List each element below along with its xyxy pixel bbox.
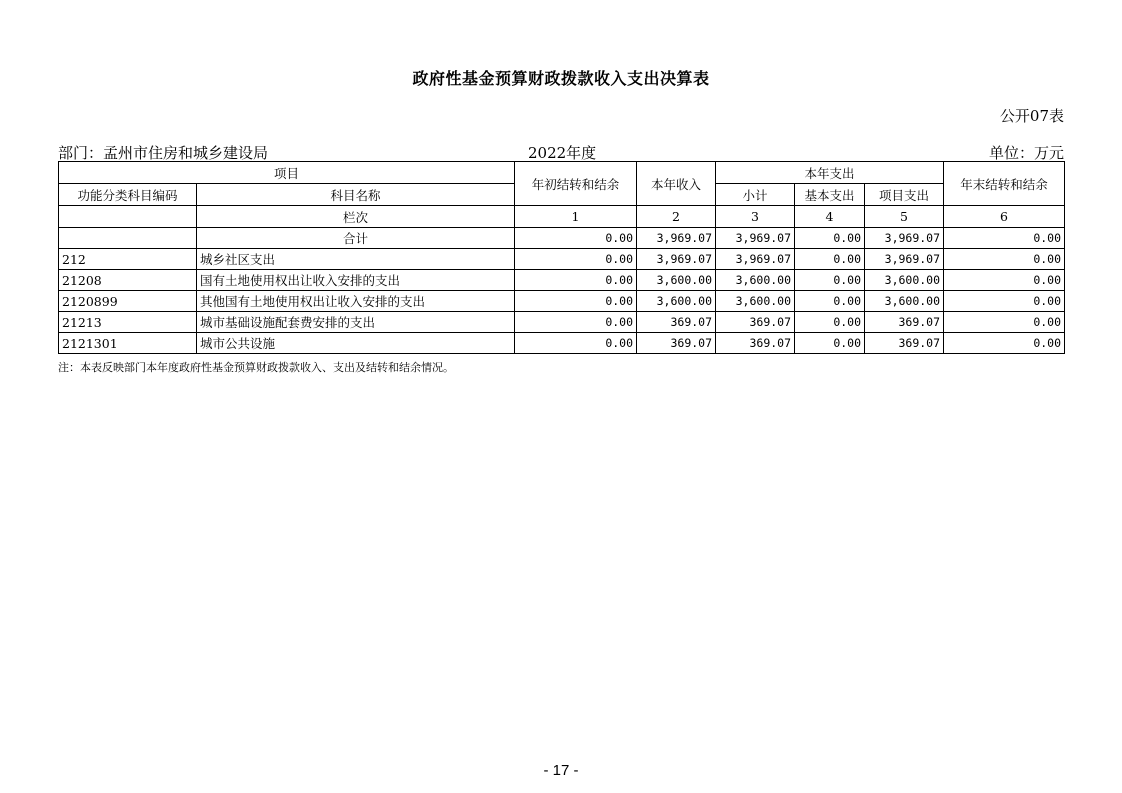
cell-value: 369.07 [865, 312, 944, 333]
fund-budget-table [58, 161, 1065, 354]
cell-value: 0.00 [515, 249, 637, 270]
column-number: 6 [944, 206, 1065, 228]
cell-value: 0.00 [944, 333, 1065, 354]
header-opening-balance: 年初结转和结余 [515, 162, 637, 206]
row-name: 城市公共设施 [197, 333, 515, 354]
row-code: 21208 [59, 270, 197, 291]
cell-value: 3,600.00 [637, 270, 716, 291]
cell-value: 3,600.00 [716, 291, 795, 312]
table-note: 注：本表反映部门本年度政府性基金预算财政拨款收入、支出及结转和结余情况。 [58, 361, 454, 374]
cell-value: 0.00 [795, 249, 865, 270]
meta-row [58, 142, 1064, 162]
row-name: 其他国有土地使用权出让收入安排的支出 [197, 291, 515, 312]
row-name: 国有土地使用权出让收入安排的支出 [197, 270, 515, 291]
unit-label: 单位：万元 [988, 144, 1064, 162]
cell-value: 0.00 [515, 312, 637, 333]
row-code: 2121301 [59, 333, 197, 354]
cell-value: 0.00 [944, 270, 1065, 291]
cell-value: 0.00 [795, 333, 865, 354]
header-blank-cell [59, 206, 197, 228]
header-expense: 本年支出 [716, 162, 944, 184]
cell-value: 0.00 [515, 270, 637, 291]
total-label: 合计 [197, 228, 515, 249]
header-project: 项目 [59, 162, 515, 184]
fiscal-year: 2022年度 [528, 144, 597, 162]
department-label: 部门：孟州市住房和城乡建设局 [58, 144, 269, 162]
row-code: 212 [59, 249, 197, 270]
cell-value: 3,600.00 [865, 291, 944, 312]
row-name: 城市基础设施配套费安排的支出 [197, 312, 515, 333]
cell-value: 0.00 [795, 270, 865, 291]
cell-value: 0.00 [944, 249, 1065, 270]
cell-value: 0.00 [515, 228, 637, 249]
column-number: 1 [515, 206, 637, 228]
column-number: 5 [865, 206, 944, 228]
cell-value: 0.00 [944, 312, 1065, 333]
table-row [59, 333, 1065, 354]
cell-value: 3,969.07 [865, 228, 944, 249]
cell-value: 0.00 [515, 291, 637, 312]
total-code-cell [59, 228, 197, 249]
cell-value: 369.07 [865, 333, 944, 354]
column-number: 2 [637, 206, 716, 228]
header-project-expense: 项目支出 [865, 184, 944, 206]
row-code: 2120899 [59, 291, 197, 312]
header-func-code: 功能分类科目编码 [59, 184, 197, 206]
cell-value: 3,600.00 [865, 270, 944, 291]
cell-value: 3,969.07 [716, 249, 795, 270]
cell-value: 3,600.00 [716, 270, 795, 291]
cell-value: 0.00 [944, 228, 1065, 249]
row-name: 城乡社区支出 [197, 249, 515, 270]
header-income: 本年收入 [637, 162, 716, 206]
document-title: 政府性基金预算财政拨款收入支出决算表 [412, 69, 710, 88]
header-closing-balance: 年末结转和结余 [944, 162, 1065, 206]
cell-value: 3,969.07 [637, 249, 716, 270]
table-row [59, 270, 1065, 291]
cell-value: 3,969.07 [865, 249, 944, 270]
total-row [59, 228, 1065, 249]
header-subject-name: 科目名称 [197, 184, 515, 206]
header-basic-expense: 基本支出 [795, 184, 865, 206]
table-row [59, 291, 1065, 312]
cell-value: 0.00 [944, 291, 1065, 312]
row-code: 21213 [59, 312, 197, 333]
header-column-no: 栏次 [197, 206, 515, 228]
table-row [59, 312, 1065, 333]
header-subtotal: 小计 [716, 184, 795, 206]
cell-value: 369.07 [637, 312, 716, 333]
cell-value: 3,600.00 [637, 291, 716, 312]
cell-value: 3,969.07 [637, 228, 716, 249]
cell-value: 369.07 [716, 333, 795, 354]
cell-value: 0.00 [515, 333, 637, 354]
cell-value: 369.07 [716, 312, 795, 333]
cell-value: 0.00 [795, 228, 865, 249]
column-number: 3 [716, 206, 795, 228]
page-number: - 17 - [543, 762, 579, 779]
column-number: 4 [795, 206, 865, 228]
table-row [59, 249, 1065, 270]
form-number: 公开07表 [999, 107, 1064, 125]
cell-value: 369.07 [637, 333, 716, 354]
cell-value: 0.00 [795, 312, 865, 333]
cell-value: 0.00 [795, 291, 865, 312]
cell-value: 3,969.07 [716, 228, 795, 249]
